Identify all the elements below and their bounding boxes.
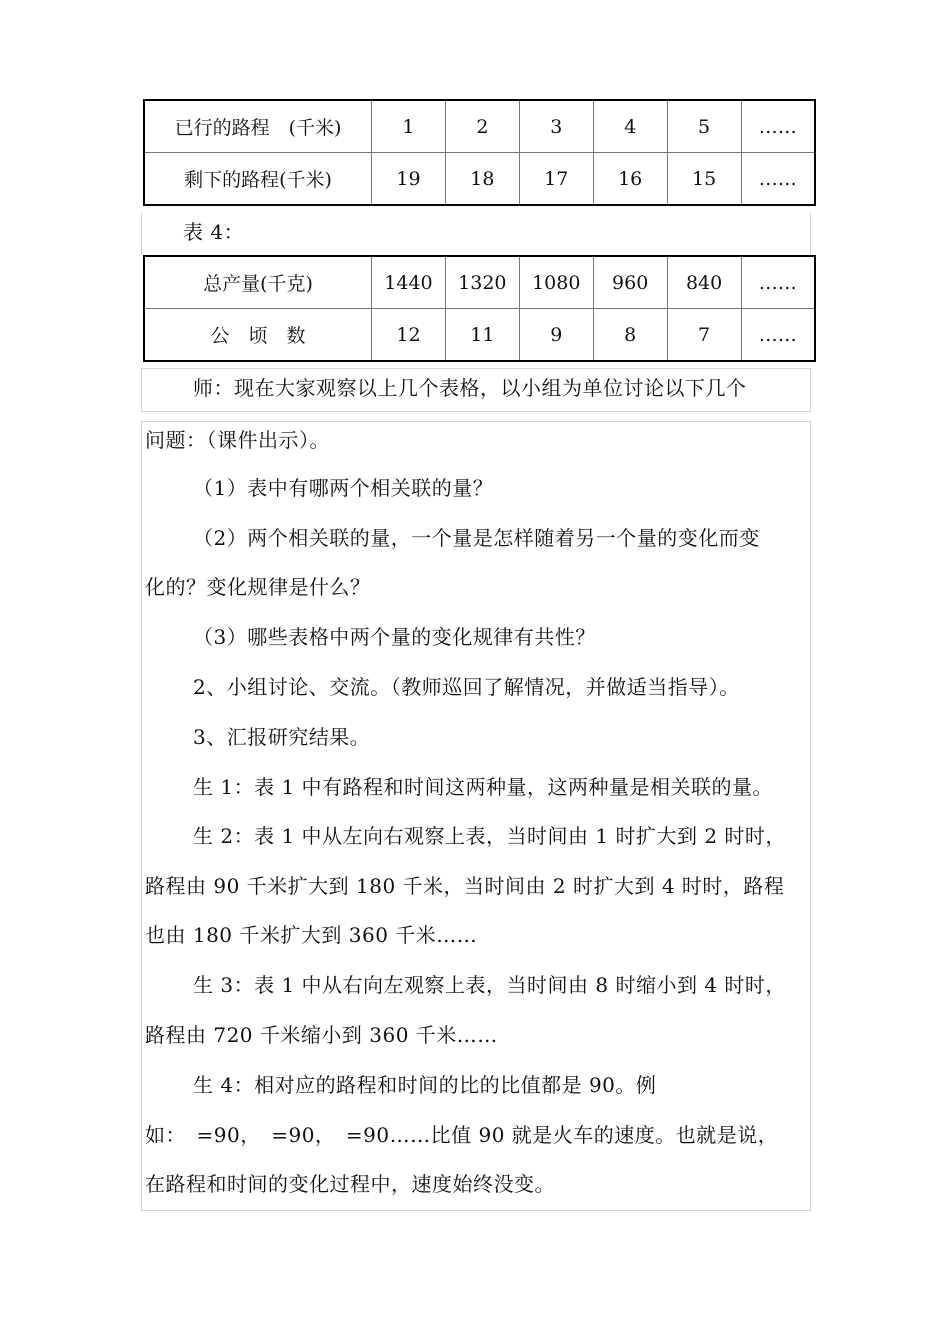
- body-line: 问题：（课件出示）。: [145, 428, 330, 452]
- yield-table: [143, 255, 816, 362]
- table-cell: 2: [445, 100, 519, 153]
- row-header: 公 顷 数: [144, 309, 372, 362]
- question-3: （3）哪些表格中两个量的变化规律有共性？: [193, 625, 596, 649]
- table-cell: 12: [372, 309, 446, 362]
- table-cell: 11: [445, 309, 519, 362]
- teacher-prompt: 师：现在大家观察以上几个表格，以小组为单位讨论以下几个: [193, 376, 747, 400]
- table-row: [144, 256, 815, 309]
- body-line: 也由 180 千米扩大到 360 千米……: [145, 923, 478, 947]
- body-line: 路程由 90 千米扩大到 180 千米，当时间由 2 时扩大到 4 时时，路程: [145, 874, 785, 898]
- table-cell: 960: [593, 256, 667, 309]
- table-cell: 7: [667, 309, 741, 362]
- step-2: 2、小组讨论、交流。（教师巡回了解情况，并做适当指导）。: [193, 675, 740, 699]
- table-cell: 4: [593, 100, 667, 153]
- distance-table: [143, 99, 816, 206]
- row-header: 已行的路程 (千米): [144, 100, 372, 153]
- table-row: [144, 153, 815, 206]
- table-row: [144, 100, 815, 153]
- body-line: 化的？变化规律是什么？: [145, 575, 371, 599]
- student-4: 生 4：相对应的路程和时间的比的比值都是 90。例: [193, 1073, 657, 1097]
- table-cell: 9: [519, 309, 593, 362]
- table-cell: 5: [667, 100, 741, 153]
- step-3: 3、汇报研究结果。: [193, 725, 371, 749]
- table-cell: ……: [741, 153, 815, 206]
- table-cell: ……: [741, 256, 815, 309]
- table-cell: 19: [372, 153, 446, 206]
- student-3: 生 3：表 1 中从右向左观察上表，当时间由 8 时缩小到 4 时时，: [193, 973, 786, 997]
- body-line: 如： =90， =90， =90……比值 90 就是火车的速度。也就是说，: [145, 1123, 779, 1147]
- table-cell: 15: [667, 153, 741, 206]
- table-cell: 8: [593, 309, 667, 362]
- table-cell: 1080: [519, 256, 593, 309]
- table-cell: ……: [741, 100, 815, 153]
- table-cell: 18: [445, 153, 519, 206]
- row-header: 剩下的路程(千米): [144, 153, 372, 206]
- body-line: 路程由 720 千米缩小到 360 千米……: [145, 1023, 498, 1047]
- table-cell: 840: [667, 256, 741, 309]
- table-row: [144, 309, 815, 362]
- table-cell: 17: [519, 153, 593, 206]
- table-cell: 3: [519, 100, 593, 153]
- table-cell: 1320: [445, 256, 519, 309]
- table-cell: ……: [741, 309, 815, 362]
- table-cell: 16: [593, 153, 667, 206]
- row-header: 总产量(千克): [144, 256, 372, 309]
- question-2: （2）两个相关联的量，一个量是怎样随着另一个量的变化而变: [193, 526, 760, 550]
- table4-caption: 表 4：: [183, 220, 245, 244]
- table-cell: 1: [372, 100, 446, 153]
- student-2: 生 2：表 1 中从左向右观察上表，当时间由 1 时扩大到 2 时时，: [193, 824, 786, 848]
- student-1: 生 1：表 1 中有路程和时间这两种量，这两种量是相关联的量。: [193, 775, 774, 799]
- body-line: 在路程和时间的变化过程中，速度始终没变。: [145, 1172, 555, 1196]
- table-cell: 1440: [372, 256, 446, 309]
- question-1: （1）表中有哪两个相关联的量？: [193, 476, 494, 500]
